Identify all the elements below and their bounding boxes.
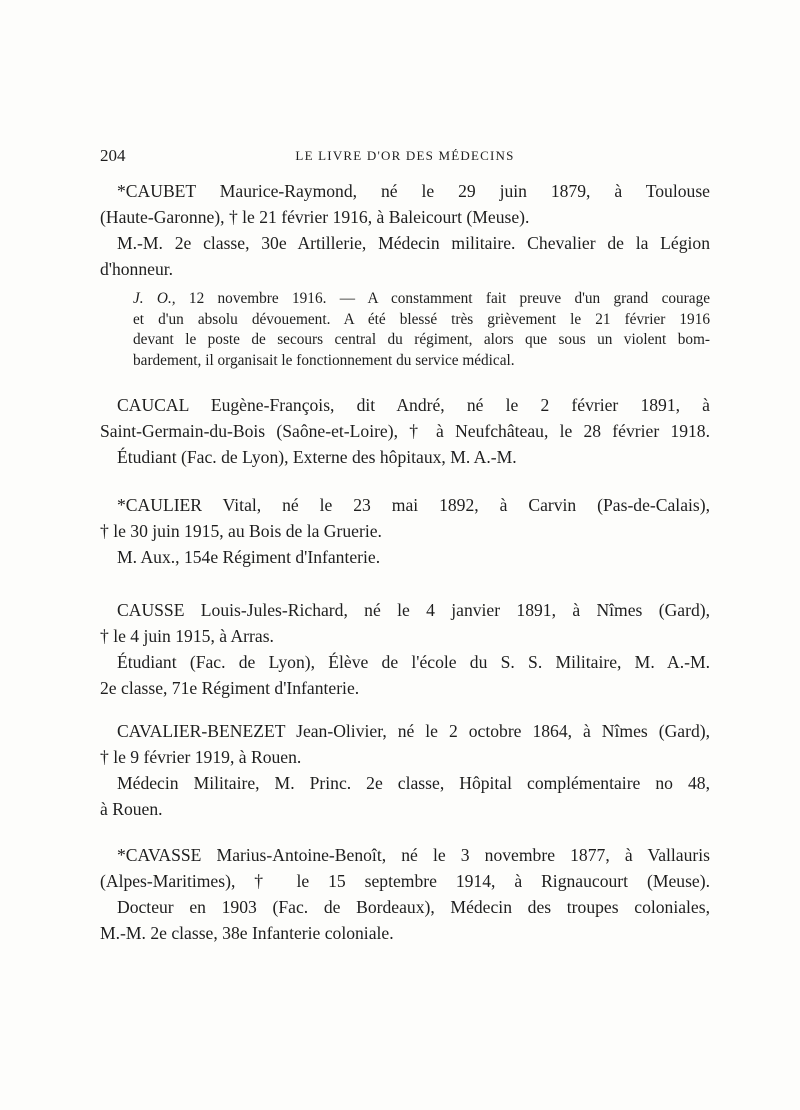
entry-line: M.-M. 2e classe, 38e Infanterie coloniale. (100, 923, 394, 943)
entry-line: *CAULIER Vital, né le 23 mai 1892, à Carvin (Pas-de-Calais), (117, 495, 710, 515)
citation-caubet (133, 289, 710, 371)
citation-source: J. O., (133, 290, 176, 307)
entry-line: CAVALIER-BENEZET Jean-Olivier, né le 2 octobre 1864, à Nîmes (Gard), (117, 721, 710, 741)
page-number: 204 (100, 146, 126, 165)
entry-line: M. Aux., 154e Régiment d'Infanterie. (117, 547, 381, 567)
entry-caulier (100, 492, 710, 570)
entry-cavasse (100, 842, 710, 946)
entry-line: Étudiant (Fac. de Lyon), Élève de l'école du S. S. Militaire, M. A.-M. (117, 652, 710, 672)
citation-line (133, 289, 710, 310)
citation-text: 12 novembre 1916. — A constamment fait preuve d'un grand courage (175, 290, 711, 307)
entry-line: à Rouen. (100, 799, 163, 819)
running-title: LE LIVRE D'OR DES MÉDECINS (295, 148, 515, 163)
entry-line: (Alpes-Maritimes), † le 15 septembre 1914, à Rignaucourt (Meuse). (100, 871, 710, 891)
entry-cavalier-benezet (100, 718, 710, 822)
entry-line: Étudiant (Fac. de Lyon), Externe des hôpitaux, M. A.-M. (117, 447, 517, 467)
citation-line: bardement, il organisait le fonctionnement du service médical. (133, 351, 515, 369)
page-header (100, 146, 710, 170)
entry-line: *CAUBET Maurice-Raymond, né le 29 juin 1879, à Toulouse (117, 181, 710, 201)
entry-line: CAUCAL Eugène-François, dit André, né le 2 février 1891, à (117, 395, 710, 415)
citation-line: et d'un absolu dévouement. A été blessé très grièvement le 21 février 1916 (133, 310, 710, 328)
entry-line: † le 9 février 1919, à Rouen. (100, 747, 302, 767)
entry-line: † le 4 juin 1915, à Arras. (100, 626, 274, 646)
entry-line: † le 30 juin 1915, au Bois de la Gruerie. (100, 521, 382, 541)
entry-caubet (100, 178, 710, 282)
entry-line: Docteur en 1903 (Fac. de Bordeaux), Médecin des troupes coloniales, (117, 897, 710, 917)
entry-line: 2e classe, 71e Régiment d'Infanterie. (100, 678, 360, 698)
entry-causse (100, 597, 710, 701)
entry-line: (Haute-Garonne), † le 21 février 1916, à Baleicourt (Meuse). (100, 207, 530, 227)
entry-line: d'honneur. (100, 259, 174, 279)
entry-line: CAUSSE Louis-Jules-Richard, né le 4 janvier 1891, à Nîmes (Gard), (117, 600, 710, 620)
entry-line: Médecin Militaire, M. Princ. 2e classe, Hôpital complémentaire no 48, (117, 773, 710, 793)
entry-line: Saint-Germain-du-Bois (Saône-et-Loire), † à Neufchâteau, le 28 février 1918. (100, 421, 710, 441)
entry-caucal (100, 392, 710, 470)
entry-line: *CAVASSE Marius-Antoine-Benoît, né le 3 novembre 1877, à Vallauris (117, 845, 710, 865)
entry-line: M.-M. 2e classe, 30e Artillerie, Médecin militaire. Chevalier de la Légion (117, 233, 710, 253)
citation-line: devant le poste de secours central du régiment, alors que sous un violent bom- (133, 331, 710, 348)
